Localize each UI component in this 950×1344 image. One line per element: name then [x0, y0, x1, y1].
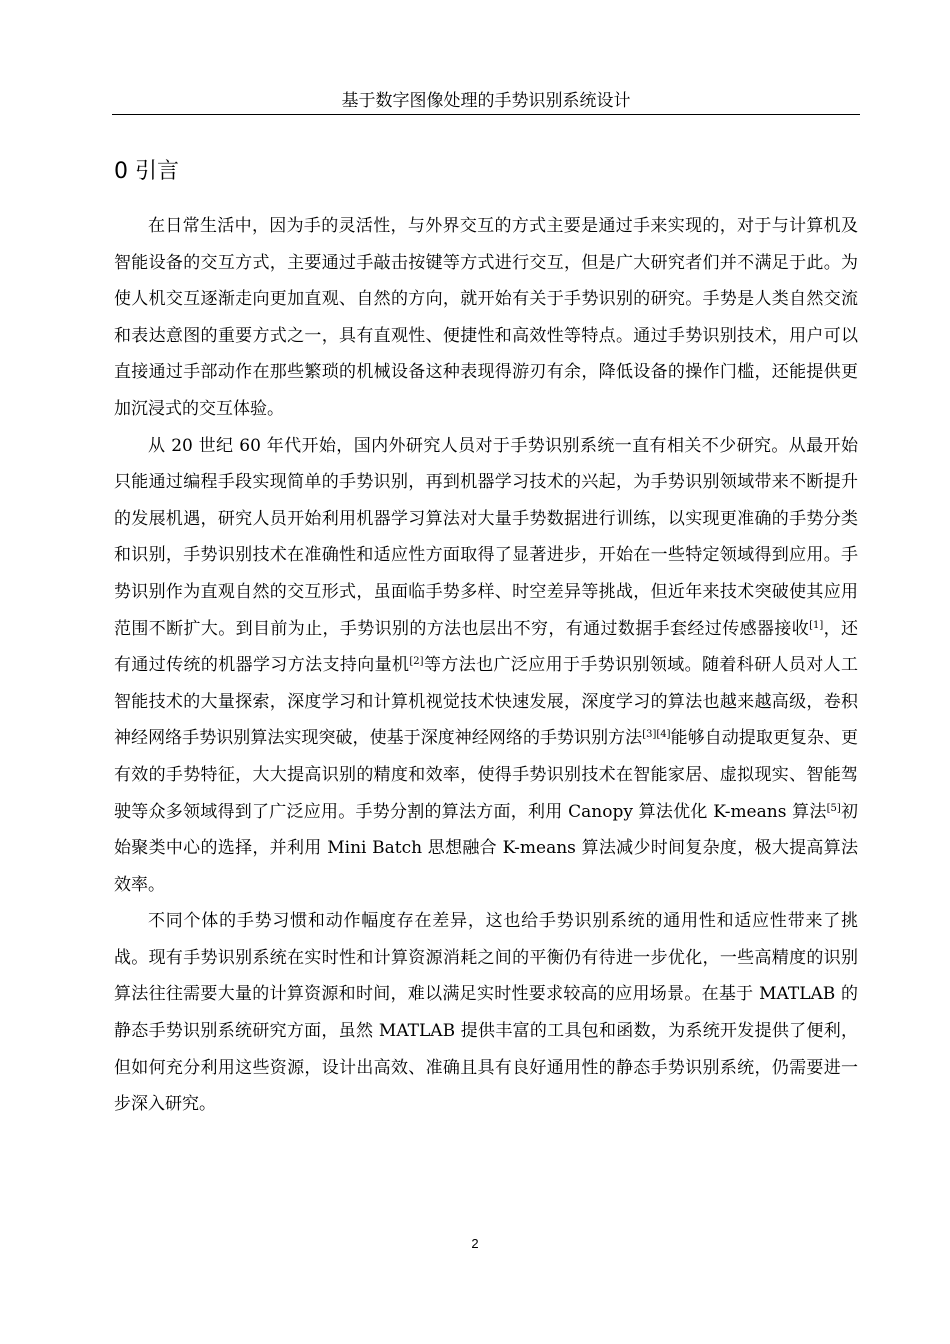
paragraph: [114, 903, 858, 1123]
paragraph-text: 等方法也广泛应用于手势识别领域。随着科研人员对人工智能技术的大量探索，深度学习和计算机视觉技术快速发展，深度学习的算法也越来越高级，卷积神经网络手势识别算法实现突破，使基于深度神经网络的手势识别方法: [114, 655, 858, 749]
paragraph-text: ，还有通过传统的机器学习方法支持向量机: [114, 618, 859, 676]
header-rule: [112, 114, 860, 115]
citation-ref: [3][4]: [642, 729, 671, 741]
paragraph: [114, 208, 858, 428]
paragraph-text: 能够自动提取更复杂、更有效的手势特征，大大提高识别的精度和效率，使得手势识别技术在智能家居、虚拟现实、智能驾驶等众多领域得到了广泛应用。手势分割的算法方面，利用 Canopy 算法优化 K-means 算法: [114, 728, 859, 822]
paragraph: [114, 428, 858, 904]
body-text: [114, 208, 858, 1123]
paragraph-text: 不同个体的手势习惯和动作幅度存在差异，这也给手势识别系统的通用性和适应性带来了挑战。现有手势识别系统在实时性和计算资源消耗之间的平衡仍有待进一步优化，一些高精度的识别算法往往需要大量的计算资源和时间，难以满足实时性要求较高的应用场景。在基于 MATLAB 的静态手势识别系统研究方面，虽然 MATLAB 提供丰富的工具包和函数，为系统开发提供了便利，但如何充分利用这些资源，设计出高效、准确且具有良好通用性的静态手势识别系统，仍需要进一步深入研究。: [114, 911, 858, 1115]
running-header: 基于数字图像处理的手势识别系统设计: [341, 91, 631, 111]
paragraph-text: 初始聚类中心的选择，并利用 Mini Batch 思想融合 K-means 算法减少时间复杂度，极大提高算法效率。: [114, 801, 858, 895]
citation-ref: [1]: [809, 619, 824, 631]
section-number: 0: [114, 159, 128, 184]
paragraph-text: 从 20 世纪 60 年代开始，国内外研究人员对于手势识别系统一直有相关不少研究。从最开始只能通过编程手段实现简单的手势识别，再到机器学习技术的兴起，为手势识别领域带来不断提升的发展机遇，研究人员开始利用机器学习算法对大量手势数据进行训练，以实现更准确的手势分类和识别，手势识别技术在准确性和适应性方面取得了显著进步，开始在一些特定领域得到应用。手势识别作为直观自然的交互形式，虽面临手势多样、时空差异等挑战，但近年来技术突破使其应用范围不断扩大。到目前为止，手势识别的方法也层出不穷，有通过数据手套经过传感器接收: [114, 435, 858, 639]
page-number: 2: [471, 1236, 479, 1251]
citation-ref: [2]: [409, 656, 424, 668]
paragraph-text: 在日常生活中，因为手的灵活性，与外界交互的方式主要是通过手来实现的，对于与计算机及智能设备的交互方式，主要通过手敲击按键等方式进行交互，但是广大研究者们并不满足于此。为使人机交互逐渐走向更加直观、自然的方向，就开始有关于手势识别的研究。手势是人类自然交流和表达意图的重要方式之一，具有直观性、便捷性和高效性等特点。通过手势识别技术，用户可以直接通过手部动作在那些繁琐的机械设备这种表现得游刃有余，降低设备的操作门槛，还能提供更加沉浸式的交互体验。: [114, 216, 858, 419]
section-title: 引言: [135, 159, 180, 184]
section-heading: [114, 156, 179, 188]
citation-ref: [5]: [826, 802, 841, 814]
